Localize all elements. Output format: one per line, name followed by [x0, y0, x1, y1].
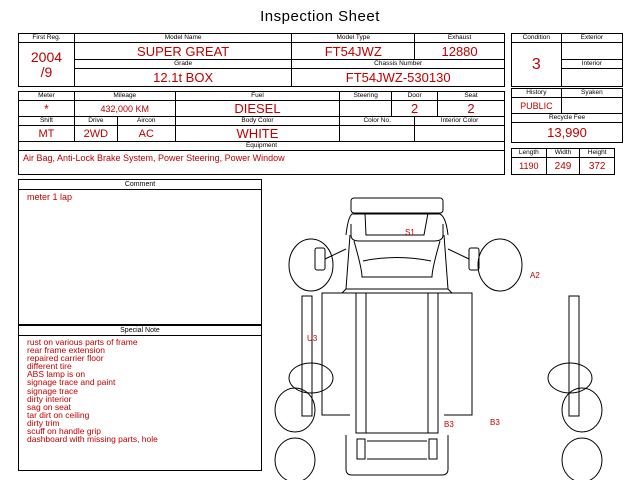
interior-color-label: Interior Color — [415, 117, 505, 126]
left-mirror-outline — [315, 248, 325, 270]
cab-roof-outline — [351, 198, 443, 213]
model-name-label: Model Name — [74, 34, 291, 43]
windshield-top-outline — [365, 213, 428, 235]
model-type-label: Model Type — [292, 34, 415, 43]
special-note-line: tar dirt on ceiling — [27, 409, 90, 420]
equipment-value: Air Bag, Anti-Lock Brake System, Power Steering, Power Window — [19, 151, 505, 175]
special-note-line: repaired carrier floor — [27, 353, 104, 364]
right-mirror-arm — [448, 249, 469, 259]
left-side-panel-outline — [302, 296, 312, 416]
model-type-value: FT54JWZ — [292, 43, 415, 60]
exterior-value — [561, 43, 622, 60]
condition-value: 3 — [512, 43, 562, 87]
cargo-box-outline — [356, 293, 438, 433]
grade-value: 12.1t BOX — [74, 69, 291, 87]
special-note-list — [19, 336, 261, 445]
special-note-line: signage trace — [27, 385, 79, 396]
drive-value: 2WD — [74, 126, 117, 142]
cab-body-outline — [346, 235, 448, 289]
truck-damage-diagram — [262, 179, 640, 480]
mileage-label: Mileage — [74, 92, 175, 101]
door-value: 2 — [392, 101, 438, 117]
rear-left-light-outline — [357, 439, 365, 459]
width-label: Width — [546, 149, 580, 158]
interior-value — [561, 69, 622, 87]
interior-label: Interior — [561, 60, 622, 69]
model-name-value: SUPER GREAT — [74, 43, 291, 60]
recycle-fee-label: Recycle Fee — [512, 114, 623, 123]
condition-table — [511, 33, 623, 87]
condition-label: Condition — [512, 34, 562, 43]
recycle-fee-value: 13,990 — [512, 123, 623, 143]
height-label: Height — [580, 149, 615, 158]
windshield-outline — [354, 241, 440, 277]
mileage-value: 432,000 KM — [74, 101, 175, 117]
comment-text: meter 1 lap — [27, 192, 73, 202]
shift-label: Shift — [19, 117, 75, 126]
left-rear-wheel-b — [275, 438, 315, 480]
interior-color-value — [415, 126, 505, 142]
vehicle-spec-table — [18, 33, 505, 175]
first-reg-label: First Reg. — [19, 34, 75, 43]
width-value: 249 — [546, 158, 580, 175]
fuel-label: Fuel — [175, 92, 340, 101]
chassis-number-label: Chassis Number — [292, 60, 505, 69]
special-note-line: dirty trim — [27, 417, 60, 428]
dimensions-table — [511, 148, 615, 175]
special-note-line: rear frame extension — [27, 345, 105, 356]
aircon-value: AC — [117, 126, 175, 142]
special-note-line: ABS lamp is on — [27, 369, 86, 380]
mark-b3-left: B3 — [444, 420, 454, 429]
steering-label: Steering — [340, 92, 392, 101]
color-no-value — [340, 126, 415, 142]
front-left-wheel-top — [289, 239, 333, 291]
grade-label: Grade — [74, 60, 291, 69]
history-table — [511, 88, 623, 143]
color-no-label: Color No. — [340, 117, 415, 126]
mark-u3: U3 — [307, 334, 318, 343]
drive-label: Drive — [74, 117, 117, 126]
mark-a2: A2 — [530, 271, 540, 280]
right-rear-wheel-a — [562, 388, 602, 432]
rear-right-light-outline — [429, 439, 437, 459]
meter-value: * — [19, 101, 75, 117]
syaken-label: Syaken — [561, 89, 622, 98]
left-mirror-arm — [325, 249, 346, 259]
cargo-floor-outline — [366, 293, 428, 433]
syaken-value — [561, 98, 622, 114]
body-color-label: Body Color — [175, 117, 340, 126]
right-side-panel-outline — [569, 296, 579, 416]
special-note-header: Special Note — [19, 326, 261, 336]
door-label: Door — [392, 92, 438, 101]
special-note-line: signage trace and paint — [27, 377, 116, 388]
special-note-line: dirty interior — [27, 393, 72, 404]
special-note-line: sag on seat — [27, 401, 71, 412]
body-color-value: WHITE — [175, 126, 340, 142]
first-reg-month: /9 — [40, 63, 53, 80]
chassis-number-value: FT54JWZ-530130 — [292, 69, 505, 87]
steering-value — [340, 101, 392, 117]
mark-s1: S1 — [405, 228, 415, 237]
right-rear-wheel-b — [562, 438, 602, 480]
cab-upper-outline — [346, 214, 448, 235]
left-rear-wheel-a — [275, 388, 315, 432]
special-note-line: dashboard with missing parts, hole — [27, 434, 158, 445]
special-note-line: rust on various parts of frame — [27, 337, 138, 347]
special-note-box — [18, 325, 262, 471]
left-body-side — [322, 293, 350, 415]
right-body-side — [444, 293, 472, 415]
shift-value: MT — [19, 126, 75, 142]
special-note-line: scuff on handle grip — [27, 426, 102, 437]
length-label: Length — [512, 149, 547, 158]
exhaust-label: Exhaust — [415, 34, 505, 43]
height-value: 372 — [580, 158, 615, 175]
history-label: History — [512, 89, 562, 98]
front-bumper-outline — [342, 289, 452, 293]
special-note-line: different tire — [27, 361, 72, 372]
page-title: Inspection Sheet — [260, 8, 380, 25]
windshield-curve — [363, 258, 431, 262]
mark-b3-right: B3 — [490, 418, 500, 427]
fuel-value: DIESEL — [175, 101, 340, 117]
exterior-label: Exterior — [561, 34, 622, 43]
first-reg-year: 2004 — [30, 48, 63, 65]
cab-top-trim — [351, 224, 443, 241]
seat-value: 2 — [438, 101, 505, 117]
first-reg-value — [19, 43, 75, 87]
right-mirror-outline — [469, 248, 479, 270]
exhaust-value: 12880 — [415, 43, 505, 60]
comment-header: Comment — [19, 180, 261, 190]
aircon-label: Aircon — [117, 117, 175, 126]
comment-box — [18, 179, 262, 325]
length-value: 1190 — [512, 158, 547, 175]
history-value: PUBLIC — [512, 98, 562, 114]
rear-door-lines — [367, 441, 427, 459]
front-right-wheel-top — [478, 239, 522, 291]
seat-label: Seat — [438, 92, 505, 101]
equipment-label: Equipment — [19, 142, 505, 151]
meter-label: Meter — [19, 92, 75, 101]
